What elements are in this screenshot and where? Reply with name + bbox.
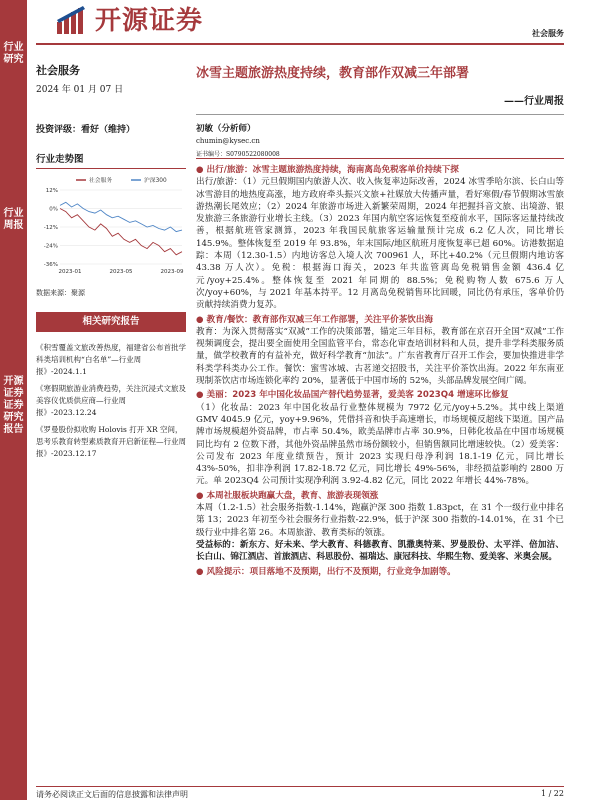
- logo-text: 开源证券: [95, 6, 204, 36]
- section-heading: ● 本周社服板块跑赢大盘，教育、旅游表现领涨: [196, 490, 379, 501]
- y-tick-label: -12%: [43, 225, 58, 231]
- section-text: 出行/旅游：（1）元旦假期国内旅游人次、收入恢复率边际改善，2024 冰雪季哈尔滨、长白山等冰雪游目的地热度高涨，地方政府牵头振兴文旅+社媒放大传播声量，看好寒假/春节假期冰雪旅游热潮长尾效应；（2）2024 年旅游市场进入新繁荣周期，2024 年把握抖音文旅、出境游、银发旅游三条旅游行业增长主线。（3）2023 年国内航空客运恢复至疫前水平，国际客运量持续改善，根据航班管家测算，2023 年我国民航旅客运输量预计完成 6.2 亿人次，同比增长 145.9%。整体恢复至 2019 年 93.8%，年末国际/地区航班月度恢复率已超 60%。访港数据追踪：本周（12.30-1.5）内地访客总入境人次 700961 人，环比+40.2%（元旦假期内地访客 43.38 万人次）。免税：根据海口海关，2023 年共监管离岛免税销售金额 436.4 亿元/yoy+25.4%。整体恢复至 2021 年同期的 88.5%；免税购物人数 675.6 万人次/yoy+60%，与 2021 年基本持平。12 月离岛免税销售环比回暖，同比仍有承压，客单价仍贡献持续消费力复苏。: [196, 177, 564, 311]
- footer-disclaimer: 请务必阅读正文后面的信息披露和法律声明: [36, 790, 188, 799]
- sector-name: 社会服务: [36, 64, 80, 77]
- analyst-cert: 证书编号：S0790522080008: [196, 151, 280, 158]
- report-date: 2024 年 01 月 07 日: [36, 85, 124, 95]
- risk-warning: ● 风险提示：项目落地不及预期，出行不及预期，行业竞争加剧等。: [196, 566, 456, 577]
- related-report-item[interactable]: 《积雪覆盖文旅改善热度，福建省公布首批学科类培训机构“白名单”—行业周报》-2024.1.1: [36, 343, 186, 376]
- section-heading: ● 美丽：2023 年中国化妆品国产替代趋势显著，爱美客 2023Q4 增速环比修复: [196, 390, 509, 401]
- section-text: （1）化妆品：2023 年中国化妆品行业整体规模为 7972 亿元/yoy+5.2%。其中线上渠道 GMV 4045.9 亿元，yoy+9.96%，凭借抖音和快手高速增长，市场规模反超线下渠道。国产品牌市场规模超外资品牌，市占率 50.4%，欧美品牌市占率 30.9%，日韩化妆品在中国市场规模同比均有 2 位数下滑，其他外资品牌虽然市场份额较小，但销售额同比增速较快。（2）爱美客：公司发布 2023 年度业绩预告，预计 2023 实现归母净利润 18.1-19 亿元，同比增长 43%-50%，扣非净利润 17.82-18.72 亿元，同比增长 49%-56%，非经损益影响约 2800 万元。单 2023Q4 公司预计实现净利润 3.92-4.82 亿元，同比 2022 年增长 44%-78%。: [196, 402, 564, 487]
- body-divider: [196, 158, 564, 159]
- report-title: 冰雪主题旅游热度持续，教育部作双减三年部署: [196, 66, 470, 81]
- chart-source: 数据来源：聚源: [36, 289, 85, 297]
- report-body: [196, 162, 564, 578]
- x-tick-label: 2023-01: [58, 269, 82, 275]
- analyst-name: 初敏（分析师）: [196, 124, 256, 134]
- related-reports-header: 相关研究报告: [36, 312, 186, 332]
- trend-chart-title: 行业走势图: [36, 154, 84, 165]
- page-number: 1 / 22: [540, 789, 564, 798]
- related-report-item[interactable]: 《寒假期旅游业消费趋势，关注沉浸式文旅及美容仪优质供应商—行业周报》-2023.12.24: [36, 384, 186, 417]
- y-tick-label: 0%: [49, 206, 58, 213]
- sidebar-label-mid: 行业周报: [3, 208, 24, 231]
- related-reports-list: [36, 342, 186, 465]
- related-report-item[interactable]: 《罗曼股份拟收购 Holovis 打开 XR 空间，思考乐教育转型素质教育开启新征程—行业周报》-2023.12.17: [36, 425, 186, 458]
- trend-chart: [36, 172, 186, 282]
- y-tick-label: -36%: [43, 262, 58, 268]
- sidebar: [0, 0, 27, 800]
- trend-rule: [36, 168, 186, 169]
- section-text: 教育：为深入贯彻落实“双减”工作的决策部署，锚定三年目标，教育部在京召开全国“双减”工作视频调度会，提出要全面使用全国监管平台，常态化审查培训材料和人员，提升非学科类服务质量，做学校教育的有益补充，做好科学教育“加法”。广东省教育厅召开工作会，要加快推进非学科类学科类办公工作。餐饮：蜜雪冰城、古茗递交招股书，关注平价茶饮出海。2022 年东南亚现制茶饮店市场连锁化率约 20%，显著低于中国市场的 52%，头部品牌发展空间广阔。: [196, 326, 564, 387]
- legend-label: 沪深300: [144, 178, 167, 184]
- y-tick-label: 12%: [45, 188, 58, 194]
- x-tick-label: 2023-05: [109, 269, 133, 275]
- x-tick-label: 2023-09: [160, 269, 184, 275]
- report-subtitle: ——行业周报: [504, 96, 564, 107]
- legend-label: 社会服务: [89, 178, 113, 184]
- brand-logo: [55, 6, 235, 36]
- sidebar-label-bottom: 开源证券 证券研究报告: [3, 376, 24, 435]
- investment-rating: 投资评级：看好（维持）: [36, 125, 136, 135]
- analyst-email[interactable]: chumin@kysec.cn: [196, 137, 260, 145]
- header-sector-tag: 社会服务: [532, 29, 564, 38]
- section-text: 本周（1.2-1.5）社会服务指数-1.14%，跑赢沪深 300 指数 1.83pct，在 31 个一级行业中排名第 13；2023 年初至今社会服务行业指数-22.9%，低于沪深 300 指数的-14.01%，在 31 个已级行业中排名第 26。本周旅游、教育类标的领涨。: [196, 503, 564, 538]
- sidebar-label-top: 行业研究: [3, 42, 24, 65]
- beneficiary-stocks: 受益标的：新东方、好未来、学大教育、科德教育、凯撒奥特莱、罗曼股份、太平洋、倍加洁、长白山、锦江酒店、首旅酒店、科思股份、福瑞达、康冠科技、华熙生物、爱美客、米奥会展。: [196, 539, 564, 563]
- y-tick-label: -24%: [43, 243, 58, 250]
- section-heading: ● 出行/旅游：冰雪主题旅游热度持续，海南离岛免税客单价持续下探: [196, 165, 459, 175]
- logo-icon: [55, 6, 89, 36]
- title-divider: [196, 114, 564, 115]
- section-heading: ● 教育/餐饮：教育部作双减三年工作部署，关注平价茶饮出海: [196, 314, 434, 325]
- header-rule: [36, 43, 564, 45]
- footer-rule: [36, 786, 564, 787]
- series-line: [60, 209, 182, 255]
